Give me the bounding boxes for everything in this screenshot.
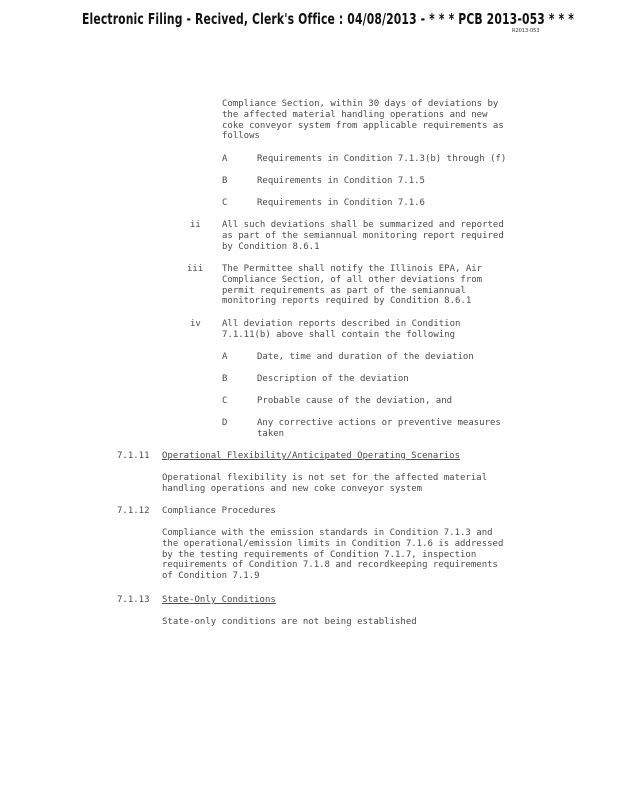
item-ii-text: All such deviations shall be summarized and reported as part of the semiannual monitoring report required by Condition 8.6.1	[222, 220, 504, 252]
section-7-1-11-text: Operational flexibility is not set for the affected material handling operations and new coke conveyor system	[162, 473, 488, 494]
item-ii-number: ii	[190, 220, 201, 230]
item-iii-text: The Permittee shall notify the Illinois EPA, Air Compliance Section, of all other deviations from permit requirements as part of the semiannual monitoring reports required by Condition 8.6.1	[222, 264, 483, 307]
section-7-1-13-text: State-only conditions are not being established	[162, 617, 417, 627]
iv-item-d-text: Any corrective actions or preventive measures taken	[257, 418, 501, 439]
iv-item-c-text: Probable cause of the deviation, and	[257, 396, 453, 406]
iv-item-d-letter: D	[222, 418, 228, 428]
item-c-text: Requirements in Condition 7.1.6	[257, 198, 425, 208]
iv-item-b-text: Description of the deviation	[257, 374, 409, 384]
section-7-1-12-text: Compliance with the emission standards in Condition 7.1.3 and the operational/emission limits in Condition 7.1.6 is addressed by the testing requirements of Condition 7.1.7, inspection requirements of Condition 7.1.8 and recordkeeping requirements of Condition 7.1.9	[162, 528, 504, 582]
item-iv-number: iv	[190, 319, 201, 329]
item-b-letter: B	[222, 176, 228, 186]
item-iii-number: iii	[187, 264, 204, 274]
filing-stamp-id: R2013-053	[512, 28, 540, 34]
item-a-text: Requirements in Condition 7.1.3(b) through (f)	[257, 154, 507, 164]
iv-item-a-text: Date, time and duration of the deviation	[257, 352, 474, 362]
intro-paragraph: Compliance Section, within 30 days of deviations by the affected material handling operations and new coke conveyor system from applicable requirements as follows	[222, 99, 504, 142]
section-7-1-11-number: 7.1.11	[117, 451, 150, 461]
filing-stamp: Electronic Filing - Recived, Clerk's Office : 04/08/2013 - * * * PCB 2013-053 * * *	[82, 10, 575, 28]
section-7-1-13-heading: State-Only Conditions	[162, 595, 276, 605]
iv-item-b-letter: B	[222, 374, 228, 384]
section-7-1-13-number: 7.1.13	[117, 595, 150, 605]
iv-item-c-letter: C	[222, 396, 228, 406]
section-7-1-12-number: 7.1.12	[117, 506, 150, 516]
section-7-1-11-heading: Operational Flexibility/Anticipated Operating Scenarios	[162, 451, 461, 461]
item-b-text: Requirements in Condition 7.1.5	[257, 176, 425, 186]
item-a-letter: A	[222, 154, 228, 164]
item-c-letter: C	[222, 198, 228, 208]
section-7-1-12-heading: Compliance Procedures	[162, 506, 276, 516]
item-iv-text: All deviation reports described in Condition 7.1.11(b) above shall contain the following	[222, 319, 461, 340]
iv-item-a-letter: A	[222, 352, 228, 362]
